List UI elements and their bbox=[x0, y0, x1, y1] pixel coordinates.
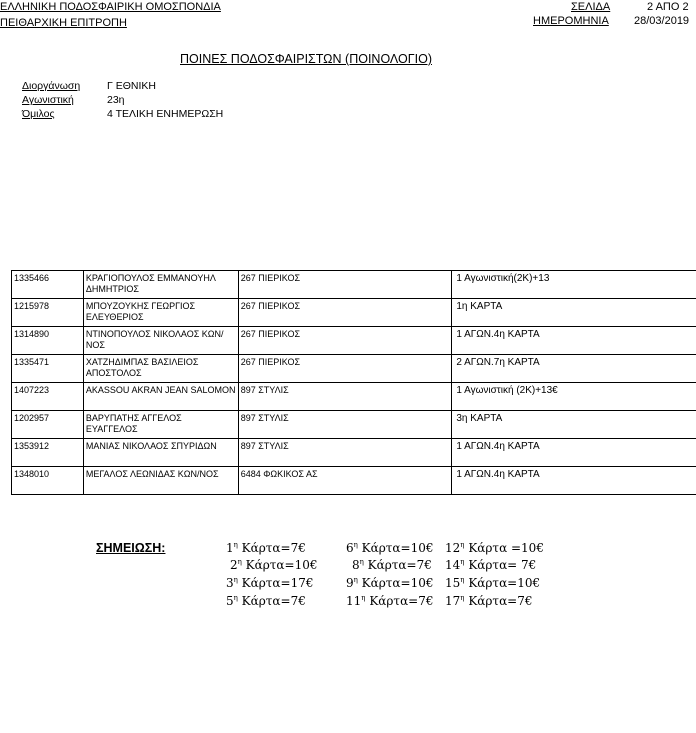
meta-value-round: 23η bbox=[107, 94, 125, 106]
fee-item: $12^\eta$ Κάρτα =10€ bbox=[445, 541, 544, 555]
meta-label-round: Αγωνιστική bbox=[22, 94, 74, 106]
page-label: ΣΕΛΙΔΑ bbox=[571, 1, 611, 13]
fee-item: $8^\eta$ Κάρτα=7€ bbox=[352, 558, 432, 572]
player-id: 1335466 bbox=[12, 271, 84, 299]
team: 267 ΠΙΕΡΙΚΟΣ bbox=[238, 355, 452, 383]
team: 267 ΠΙΕΡΙΚΟΣ bbox=[238, 327, 452, 355]
table-row bbox=[12, 467, 696, 495]
meta-value-group: 4 ΤΕΛΙΚΗ ΕΝΗΜΕΡΩΣΗ bbox=[107, 108, 224, 120]
page-value: 2 ΑΠΟ 2 bbox=[647, 1, 689, 13]
player-name: ΜΠΟΥΖΟΥΚΗΣ ΓΕΩΡΓΙΟΣ ΕΛΕΥΘΕΡΙΟΣ bbox=[83, 299, 238, 327]
fee-item: $6^\eta$ Κάρτα=10€ bbox=[346, 541, 434, 555]
player-id: 1353912 bbox=[12, 439, 84, 467]
player-id: 1407223 bbox=[12, 383, 84, 411]
penalties-table bbox=[11, 270, 696, 495]
player-name: AKASSOU AKRAN JEAN SALOMON bbox=[83, 383, 238, 411]
page-title: ΠΟΙΝΕΣ ΠΟΔΟΣΦΑΙΡΙΣΤΩΝ (ΠΟΙΝΟΛΟΓΙΟ) bbox=[180, 52, 432, 66]
committee-name: ΠΕΙΘΑΡΧΙΚΗ ΕΠΙΤΡΟΠΗ bbox=[0, 17, 127, 29]
meta-label-group: Όμιλος bbox=[22, 108, 55, 120]
penalty: 1 Αγωνιστική (2Κ)+13€ bbox=[452, 383, 696, 411]
fee-item: $3^\eta$ Κάρτα=17€ bbox=[226, 576, 314, 590]
player-id: 1348010 bbox=[12, 467, 84, 495]
player-id: 1335471 bbox=[12, 355, 84, 383]
note-label: ΣΗΜΕΙΩΣΗ: bbox=[96, 541, 166, 555]
player-name: ΧΑΤΖΗΔΙΜΠΑΣ ΒΑΣΙΛΕΙΟΣ ΑΠΟΣΤΟΛΟΣ bbox=[83, 355, 238, 383]
table-row bbox=[12, 411, 696, 439]
player-id: 1314890 bbox=[12, 327, 84, 355]
player-id: 1215978 bbox=[12, 299, 84, 327]
table-row bbox=[12, 299, 696, 327]
team: 267 ΠΙΕΡΙΚΟΣ bbox=[238, 271, 452, 299]
fee-item: $1^\eta$ Κάρτα=7€ bbox=[226, 541, 306, 555]
date-value: 28/03/2019 bbox=[634, 15, 690, 27]
penalty: 1 ΑΓΩΝ.4η ΚΑΡΤΑ bbox=[452, 439, 696, 467]
table-row bbox=[12, 383, 696, 411]
penalty: 1 ΑΓΩΝ.4η ΚΑΡΤΑ bbox=[452, 467, 696, 495]
org-name: ΕΛΛΗΝΙΚΗ ΠΟΔΟΣΦΑΙΡΙΚΗ ΟΜΟΣΠΟΝΔΙΑ bbox=[0, 1, 221, 13]
team: 267 ΠΙΕΡΙΚΟΣ bbox=[238, 299, 452, 327]
table-row bbox=[12, 271, 696, 299]
fee-item: $2^\eta$ Κάρτα=10€ bbox=[230, 558, 318, 572]
table-row bbox=[12, 355, 696, 383]
penalty: 3η ΚΑΡΤΑ bbox=[452, 411, 696, 439]
fee-item: $9^\eta$ Κάρτα=10€ bbox=[346, 576, 434, 590]
penalty: 1η ΚΑΡΤΑ bbox=[452, 299, 696, 327]
fee-item: $11^\eta$ Κάρτα=7€ bbox=[346, 594, 434, 608]
penalty: 1 ΑΓΩΝ.4η ΚΑΡΤΑ bbox=[452, 327, 696, 355]
player-name: ΒΑΡΥΠΑΤΗΣ ΑΓΓΕΛΟΣ ΕΥΑΓΓΕΛΟΣ bbox=[83, 411, 238, 439]
fee-item: $14^\eta$ Κάρτα= 7€ bbox=[445, 558, 537, 572]
team: 897 ΣΤΥΛΙΣ bbox=[238, 411, 452, 439]
team: 6484 ΦΩΚΙΚΟΣ ΑΣ bbox=[238, 467, 452, 495]
table-row bbox=[12, 327, 696, 355]
penalty: 2 ΑΓΩΝ.7η ΚΑΡΤΑ bbox=[452, 355, 696, 383]
player-name: ΝΤΙΝΟΠΟΥΛΟΣ ΝΙΚΟΛΑΟΣ ΚΩΝ/ΝΟΣ bbox=[83, 327, 238, 355]
team: 897 ΣΤΥΛΙΣ bbox=[238, 383, 452, 411]
meta-label-competition: Διοργάνωση bbox=[22, 80, 81, 92]
date-label: ΗΜΕΡΟΜΗΝΙΑ bbox=[533, 15, 609, 27]
fee-item: $17^\eta$ Κάρτα=7€ bbox=[445, 594, 533, 608]
fee-item: $5^\eta$ Κάρτα=7€ bbox=[226, 594, 306, 608]
player-id: 1202957 bbox=[12, 411, 84, 439]
player-name: ΜΑΝΙΑΣ ΝΙΚΟΛΑΟΣ ΣΠΥΡΙΔΩΝ bbox=[83, 439, 238, 467]
table-row bbox=[12, 439, 696, 467]
team: 897 ΣΤΥΛΙΣ bbox=[238, 439, 452, 467]
player-name: ΚΡΑΓΙΟΠΟΥΛΟΣ ΕΜΜΑΝΟΥΗΛ ΔΗΜΗΤΡΙΟΣ bbox=[83, 271, 238, 299]
penalty: 1 Αγωνιστική(2Κ)+13 bbox=[452, 271, 696, 299]
player-name: ΜΕΓΑΛΟΣ ΛΕΩΝΙΔΑΣ ΚΩΝ/ΝΟΣ bbox=[83, 467, 238, 495]
fee-item: $15^\eta$ Κάρτα=10€ bbox=[445, 576, 541, 590]
meta-value-competition: Γ ΕΘΝΙΚΗ bbox=[107, 80, 156, 92]
